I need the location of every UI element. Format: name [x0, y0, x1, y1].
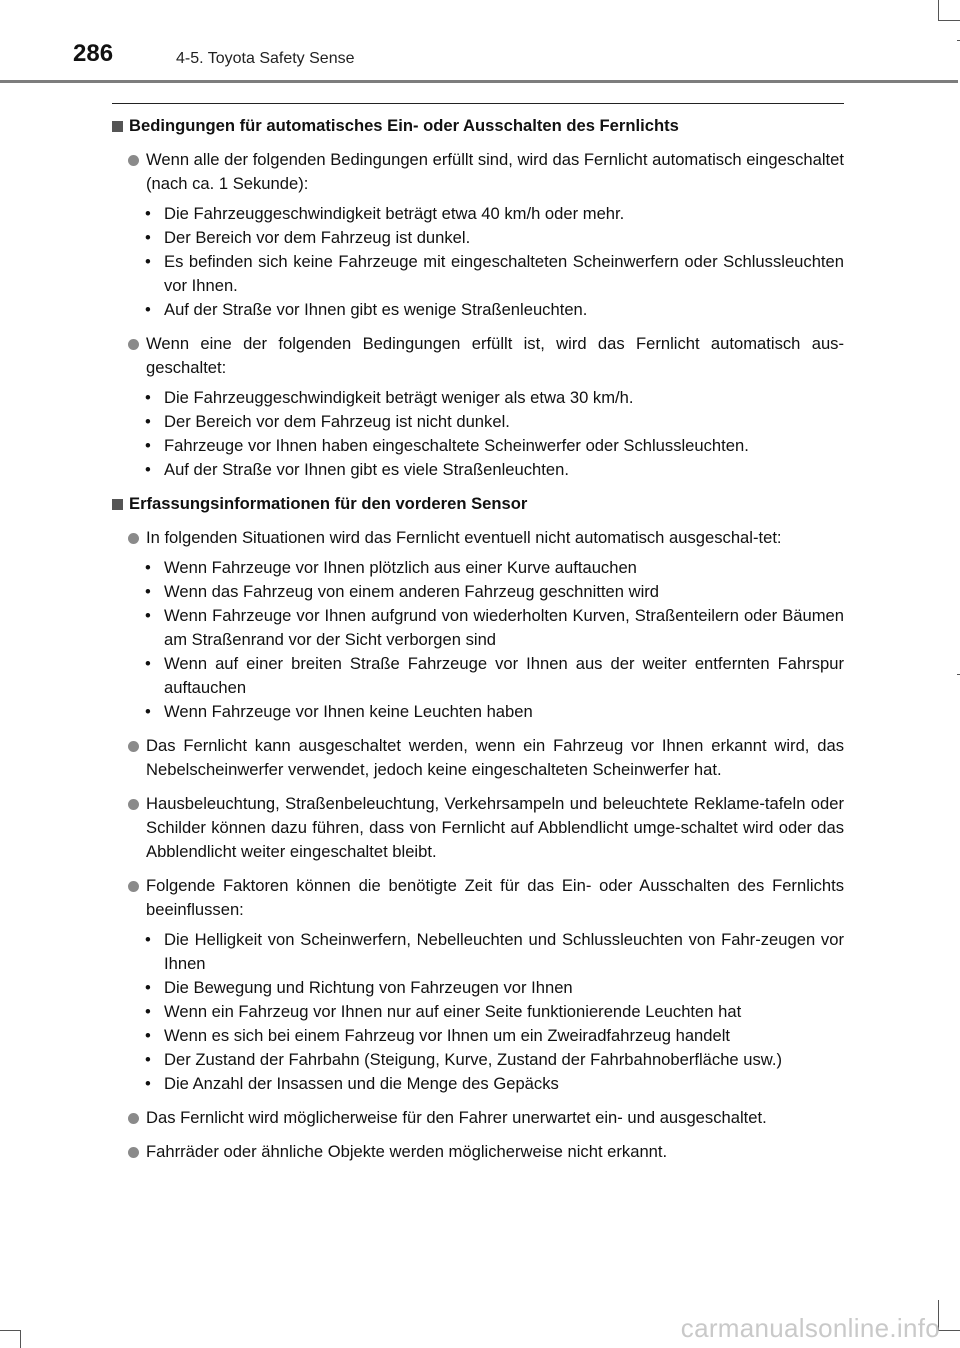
circle-bullet-icon: [128, 881, 139, 892]
bullet-icon: •: [145, 436, 151, 455]
page-header: [0, 0, 960, 84]
crop-mark: [938, 1330, 960, 1331]
circle-bullet-icon: [128, 155, 139, 166]
watermark: carmanualsonline.info: [680, 1313, 940, 1343]
bullet-icon: •: [145, 252, 151, 271]
bullet-icon: •: [145, 582, 151, 601]
section-heading: [112, 114, 844, 138]
sub-list-item: [112, 298, 844, 322]
bullet-icon: •: [145, 930, 151, 949]
list-item-text: Hausbeleuchtung, Straßenbeleuchtung, Verkehrsampeln und beleuchtete Reklame-tafeln oder Schilder können dazu führen, dass von Fernlicht auf Abblendlicht umge-schaltet wird oder das Abblendlicht weiter eingeschaltet bleibt.: [146, 794, 844, 861]
page-number: 286: [73, 40, 114, 67]
sub-list-item: [112, 1000, 844, 1024]
crop-mark: [0, 1330, 20, 1331]
sub-list: [112, 556, 844, 724]
sub-list-item-text: Wenn Fahrzeuge vor Ihnen plötzlich aus einer Kurve auftauchen: [164, 558, 637, 577]
page-content: [112, 114, 844, 1174]
sub-list-item-text: Der Zustand der Fahrbahn (Steigung, Kurve, Zustand der Fahrbahnoberfläche usw.): [164, 1050, 783, 1069]
sub-list-item-text: Die Anzahl der Insassen und die Menge des Gepäcks: [164, 1074, 559, 1093]
bullet-icon: •: [145, 1026, 151, 1045]
sub-list-item: [112, 580, 844, 604]
list-item: [112, 874, 844, 922]
sub-list-item: [112, 976, 844, 1000]
sub-list: [112, 202, 844, 322]
circle-bullet-icon: [128, 339, 139, 350]
list-item-text: In folgenden Situationen wird das Fernlicht eventuell nicht automatisch ausgeschal-tet:: [146, 528, 782, 547]
list-item-text: Folgende Faktoren können die benötigte Zeit für das Ein- oder Ausschalten des Fernlichts beeinflussen:: [146, 876, 844, 919]
sub-list-item-text: Der Bereich vor dem Fahrzeug ist dunkel.: [164, 228, 471, 247]
bullet-icon: •: [145, 460, 151, 479]
sub-list-item-text: Der Bereich vor dem Fahrzeug ist nicht dunkel.: [164, 412, 510, 431]
section-title: 4-5. Toyota Safety Sense: [176, 50, 355, 67]
list-item-text: Wenn alle der folgenden Bedingungen erfüllt sind, wird das Fernlicht automatisch eingeschaltet (nach ca. 1 Sekunde):: [146, 150, 844, 193]
section-heading: [112, 492, 844, 516]
list-item-text: Das Fernlicht wird möglicherweise für den Fahrer unerwartet ein- und ausgeschaltet.: [146, 1108, 767, 1127]
sub-list-item: [112, 556, 844, 580]
sub-list-item: [112, 434, 844, 458]
sub-list-item-text: Es befinden sich keine Fahrzeuge mit eingeschalteten Scheinwerfern oder Schlussleuchten vor Ihnen.: [164, 252, 844, 295]
bullet-icon: •: [145, 228, 151, 247]
sub-list-item: [112, 226, 844, 250]
crop-mark: [20, 1330, 21, 1348]
bullet-icon: •: [145, 204, 151, 223]
sub-list-item-text: Wenn das Fahrzeug von einem anderen Fahrzeug geschnitten wird: [164, 582, 660, 601]
sub-list-item: [112, 250, 844, 298]
sub-list-item: [112, 410, 844, 434]
sub-list-item-text: Wenn es sich bei einem Fahrzeug vor Ihnen um ein Zweiradfahrzeug handelt: [164, 1026, 731, 1045]
content-rule: [112, 103, 844, 104]
sub-list-item-text: Die Fahrzeuggeschwindigkeit beträgt etwa 40 km/h oder mehr.: [164, 204, 625, 223]
bullet-icon: •: [145, 1050, 151, 1069]
bullet-icon: •: [145, 1074, 151, 1093]
sub-list: [112, 386, 844, 482]
list-item-text: Wenn eine der folgenden Bedingungen erfüllt ist, wird das Fernlicht automatisch aus-geschaltet:: [146, 334, 844, 377]
header-rule: [0, 80, 958, 83]
list-item: [112, 1140, 844, 1164]
bullet-icon: •: [145, 412, 151, 431]
sub-list-item-text: Die Fahrzeuggeschwindigkeit beträgt weniger als etwa 30 km/h.: [164, 388, 634, 407]
sub-list-item: [112, 1072, 844, 1096]
sub-list-item: [112, 386, 844, 410]
bullet-icon: •: [145, 606, 151, 625]
list-item: [112, 148, 844, 196]
sub-list-item: [112, 1048, 844, 1072]
list-item-text: Fahrräder oder ähnliche Objekte werden möglicherweise nicht erkannt.: [146, 1142, 668, 1161]
sub-list-item-text: Wenn ein Fahrzeug vor Ihnen nur auf einer Seite funktionierende Leuchten hat: [164, 1002, 742, 1021]
bullet-icon: •: [145, 702, 151, 721]
sub-list-item: [112, 700, 844, 724]
sub-list-item: [112, 202, 844, 226]
circle-bullet-icon: [128, 1113, 139, 1124]
bullet-icon: •: [145, 300, 151, 319]
square-bullet-icon: [112, 121, 123, 132]
section-heading-text: Bedingungen für automatisches Ein- oder Ausschalten des Fernlichts: [129, 116, 679, 135]
sub-list-item: [112, 1024, 844, 1048]
list-item: [112, 1106, 844, 1130]
bullet-icon: •: [145, 654, 151, 673]
sub-list-item-text: Wenn auf einer breiten Straße Fahrzeuge vor Ihnen aus der weiter entfernten Fahrspur auftauchen: [164, 654, 844, 697]
sub-list-item-text: Auf der Straße vor Ihnen gibt es viele Straßenleuchten.: [164, 460, 569, 479]
sub-list-item-text: Fahrzeuge vor Ihnen haben eingeschaltete Scheinwerfer oder Schlussleuchten.: [164, 436, 749, 455]
square-bullet-icon: [112, 499, 123, 510]
bullet-icon: •: [145, 978, 151, 997]
circle-bullet-icon: [128, 741, 139, 752]
list-item: [112, 332, 844, 380]
sub-list-item: [112, 604, 844, 652]
list-item: [112, 734, 844, 782]
circle-bullet-icon: [128, 799, 139, 810]
circle-bullet-icon: [128, 533, 139, 544]
sub-list-item: [112, 652, 844, 700]
sub-list-item-text: Wenn Fahrzeuge vor Ihnen keine Leuchten haben: [164, 702, 533, 721]
list-item: [112, 526, 844, 550]
sub-list-item: [112, 928, 844, 976]
bullet-icon: •: [145, 558, 151, 577]
sub-list-item-text: Auf der Straße vor Ihnen gibt es wenige Straßenleuchten.: [164, 300, 588, 319]
circle-bullet-icon: [128, 1147, 139, 1158]
sub-list: [112, 928, 844, 1096]
bullet-icon: •: [145, 388, 151, 407]
sub-list-item-text: Die Helligkeit von Scheinwerfern, Nebelleuchten und Schlussleuchten von Fahr-zeugen vor Ihnen: [164, 930, 844, 973]
list-item-text: Das Fernlicht kann ausgeschaltet werden, wenn ein Fahrzeug vor Ihnen erkannt wird, das Nebelscheinwerfer verwendet, jedoch keine eingeschalteten Scheinwerfer hat.: [146, 736, 844, 779]
sub-list-item-text: Wenn Fahrzeuge vor Ihnen aufgrund von wiederholten Kurven, Straßenteilern oder Bäumen am Straßenrand vor der Sicht verborgen sind: [164, 606, 844, 649]
sub-list-item-text: Die Bewegung und Richtung von Fahrzeugen vor Ihnen: [164, 978, 573, 997]
list-item: [112, 792, 844, 864]
bullet-icon: •: [145, 1002, 151, 1021]
section-heading-text: Erfassungsinformationen für den vorderen Sensor: [129, 494, 528, 513]
sub-list-item: [112, 458, 844, 482]
